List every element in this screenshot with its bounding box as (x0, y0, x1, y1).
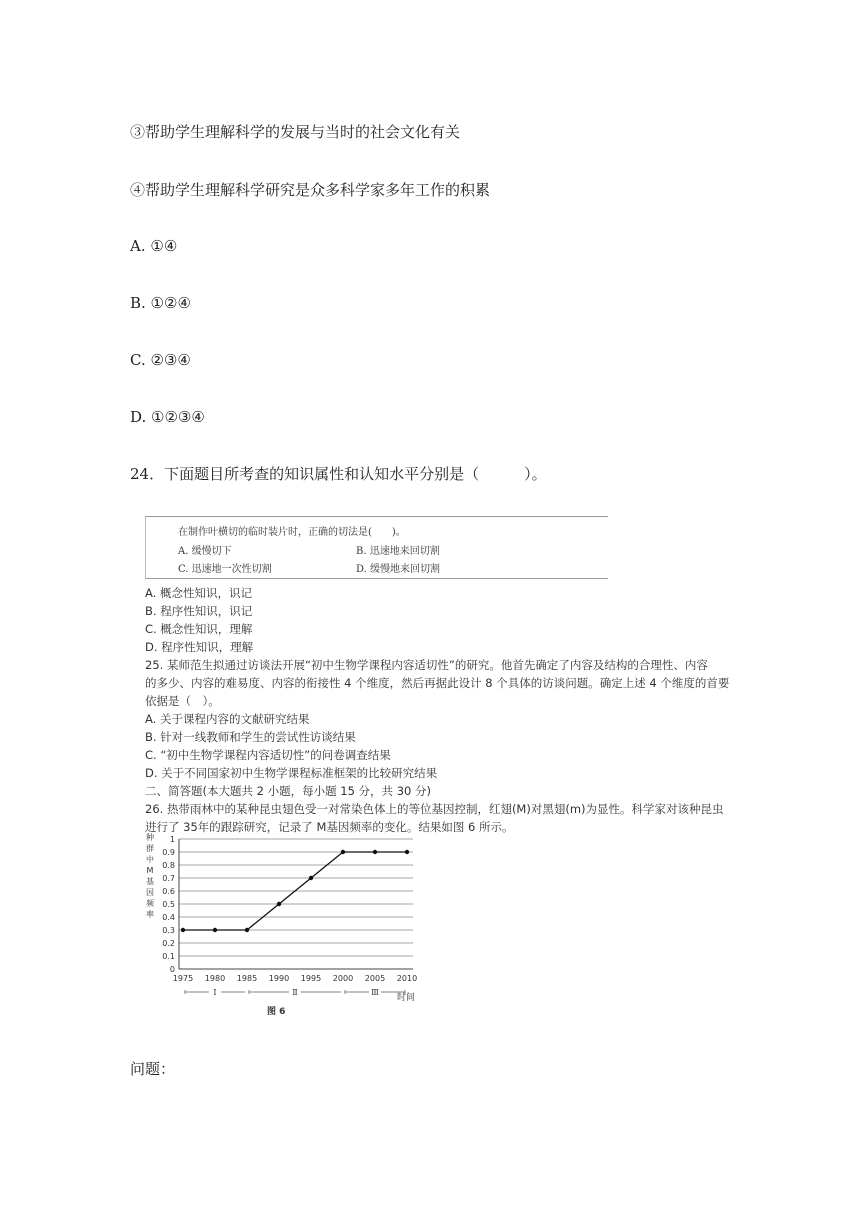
x-tick-label: 2000 (332, 974, 354, 983)
y-tick-label: 0.5 (162, 900, 175, 909)
y-tick-label: 0.7 (162, 874, 175, 883)
q25-option-d: D. 关于不同国家初中生物学课程标准框架的比较研究结果 (145, 766, 438, 780)
qbox-option-a: A. 缓慢切下 (178, 546, 232, 557)
y-label-char: 中 (146, 855, 154, 864)
question-box (145, 516, 608, 579)
y-tick-label: 0.8 (162, 861, 175, 870)
x-tick-label: 1990 (268, 974, 290, 983)
chart-x-ticks (173, 974, 417, 983)
y-tick-label: 0 (169, 965, 175, 974)
data-point (213, 928, 217, 932)
y-label-char: 群 (146, 844, 154, 853)
y-tick-label: 0.1 (162, 952, 175, 961)
y-label-char: 率 (146, 910, 154, 919)
chart-y-ticks (162, 835, 175, 974)
data-point (405, 850, 409, 854)
gene-frequency-chart (145, 828, 425, 1018)
qbox-option-c: C. 迅速地一次性切割 (178, 564, 272, 575)
data-point (245, 928, 249, 932)
q25-line-3: 依据是（ ）。 (145, 694, 220, 708)
data-point (341, 850, 345, 854)
period-label: Ⅲ (371, 988, 379, 997)
data-point (373, 850, 377, 854)
q26-line-1: 26. 热带雨林中的某种昆虫翅色受一对常染色体上的等位基因控制，红翅(M)对黑翅(m)为显性。科学家对该种昆虫 (145, 802, 724, 816)
q25-line-2: 的多少、内容的难易度、内容的衔接性 4 个维度，然后再据此设计 8 个具体的访谈问题。确定上述 4 个维度的首要 (145, 676, 730, 690)
data-point (309, 876, 313, 880)
y-tick-label: 0.3 (162, 926, 175, 935)
q26-line-2: 进行了 35年的跟踪研究，记录了 M基因频率的变化。结果如图 6 所示。 (145, 820, 514, 834)
y-label-char: 种 (146, 833, 154, 842)
q24-option-c: C. 概念性知识，理解 (145, 622, 253, 636)
q25-option-b: B. 针对一线教师和学生的尝试性访谈结果 (145, 730, 356, 744)
q25-line-1: 25. 某师范生拟通过访谈法开展“初中生物学课程内容适切性”的研究。他首先确定了内容及结构的合理性、内容 (145, 658, 708, 672)
x-tick-label: 1975 (172, 974, 194, 983)
chart-x-label: 时间 (397, 993, 416, 1003)
q25-option-c: C. “初中生物学课程内容适切性”的问卷调查结果 (145, 748, 391, 762)
data-point (181, 928, 185, 932)
section-2-heading: 二、简答题(本大题共 2 小题，每小题 15 分，共 30 分) (145, 784, 431, 798)
y-tick-label: 0.6 (162, 887, 175, 896)
y-tick-label: 0.9 (162, 848, 175, 857)
q24-option-b: B. 程序性知识，识记 (145, 604, 253, 618)
q24-option-a: A. 概念性知识，识记 (145, 586, 252, 600)
option-b: B. ①②④ (130, 294, 191, 312)
chart-grid (179, 839, 413, 969)
x-tick-label: 1995 (300, 974, 322, 983)
option-a: A. ①④ (130, 237, 178, 255)
x-tick-label: 2010 (396, 974, 418, 983)
question-24: 24．下面题目所考查的知识属性和认知水平分别是（ ）。 (130, 465, 547, 483)
y-tick-label: 0.4 (162, 913, 175, 922)
chart-caption: 图 6 (267, 1007, 286, 1017)
statement-3: ③帮助学生理解科学的发展与当时的社会文化有关 (130, 123, 461, 141)
y-tick-label: 1 (169, 835, 175, 844)
y-label-char: M (146, 866, 154, 875)
option-c: C. ②③④ (130, 351, 191, 369)
data-point (277, 902, 281, 906)
y-label-char: 频 (146, 899, 154, 908)
period-label: Ⅰ (213, 988, 217, 997)
y-tick-label: 0.2 (162, 939, 175, 948)
x-tick-label: 1980 (204, 974, 226, 983)
x-tick-label: 1985 (236, 974, 258, 983)
q24-option-d: D. 程序性知识，理解 (145, 640, 254, 654)
y-label-char: 基 (146, 877, 154, 886)
x-tick-label: 2005 (364, 974, 386, 983)
chart-y-label (144, 832, 156, 920)
qbox-option-b: B. 迅速地来回切割 (356, 546, 440, 557)
qbox-option-d: D. 缓慢地来回切割 (356, 564, 441, 575)
statement-4: ④帮助学生理解科学研究是众多科学家多年工作的积累 (130, 181, 491, 199)
y-label-char: 因 (146, 888, 154, 897)
chart-periods (185, 987, 405, 997)
option-d: D. ①②③④ (130, 408, 205, 426)
question-prompt: 问题： (130, 1060, 176, 1078)
qbox-stem: 在制作叶横切的临时装片时，正确的切法是( )。 (178, 527, 406, 538)
period-label: Ⅱ (292, 988, 298, 997)
q25-option-a: A. 关于课程内容的文献研究结果 (145, 712, 310, 726)
